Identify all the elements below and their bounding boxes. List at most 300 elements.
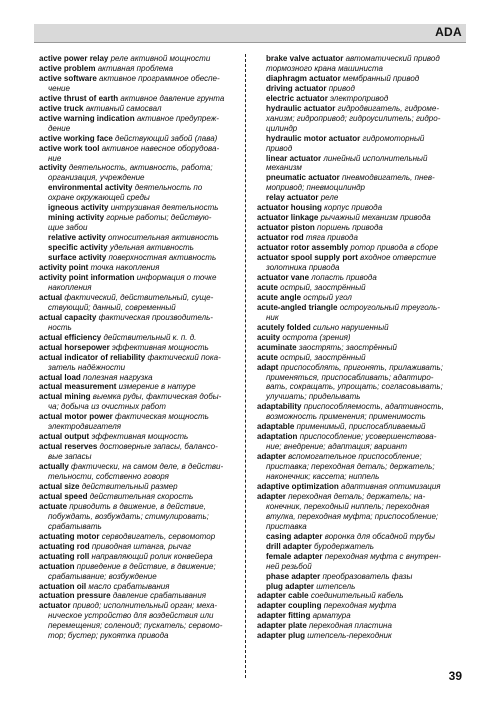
translation: вспомогательное приспособление;: [288, 452, 422, 462]
headword: adapter coupling: [257, 601, 322, 611]
headword: adaptable: [257, 422, 295, 432]
dictionary-entry: [39, 213, 244, 223]
translation: деятельность по: [134, 183, 203, 193]
translation: адаптивная оптимизация: [341, 481, 441, 491]
dictionary-entry: [257, 203, 462, 213]
translation: информация о точке: [136, 272, 217, 282]
dictionary-entry: [257, 173, 462, 183]
dictionary-entry: [257, 472, 462, 482]
dictionary-entry: [39, 243, 244, 253]
dictionary-entry: [39, 124, 244, 134]
headword: actuation pressure: [39, 591, 111, 601]
translation: буродержатель: [314, 541, 375, 551]
dictionary-entry: [257, 591, 462, 601]
translation: входное отверстие: [360, 253, 437, 263]
dictionary-entry: [39, 532, 244, 542]
translation: вые запасы: [48, 452, 92, 462]
translation: накопления: [48, 282, 92, 292]
dictionary-entry: [257, 611, 462, 621]
headword: electric actuator: [266, 93, 328, 103]
dictionary-entry: [39, 283, 244, 293]
translation: конечник, переходный ниппель; переходная: [266, 501, 430, 511]
headword: actual load: [39, 372, 81, 382]
translation: мопривод; пневмоцилиндр: [266, 183, 365, 193]
headword: activity point information: [39, 272, 135, 282]
dictionary-entry: [257, 373, 462, 383]
translation: пневмодвигатель, пнев-: [342, 173, 435, 183]
dictionary-entry: [257, 382, 462, 392]
translation: приставка: [266, 521, 307, 531]
headword: actual indicator of reliability: [39, 352, 146, 362]
dictionary-entry: [257, 124, 462, 134]
translation: штепсель-переходник: [307, 631, 392, 641]
dictionary-entry: [257, 163, 462, 173]
translation: горные работы; действую-: [106, 213, 212, 223]
headword: active problem: [39, 63, 96, 73]
translation: сильно нарушенный: [313, 322, 389, 332]
headword: active working face: [39, 133, 113, 143]
dictionary-entry: [257, 353, 462, 363]
translation: преобразователь фазы: [322, 571, 413, 581]
dictionary-entry: [39, 542, 244, 552]
dictionary-entry: [257, 253, 462, 263]
translation: приведение в действие, в движение;: [76, 561, 216, 571]
translation: электропривод: [330, 93, 389, 103]
dictionary-entry: [39, 432, 244, 442]
headword: actuating motor: [39, 531, 100, 541]
headword: actual mining: [39, 392, 91, 402]
translation: приводная штанга, рычаг: [91, 541, 192, 551]
translation: затель надёжности: [48, 362, 126, 372]
dictionary-entry: [39, 223, 244, 233]
headword: actual speed: [39, 491, 88, 501]
headword: actual efficiency: [39, 332, 102, 342]
translation: эффективная мощность: [91, 432, 189, 442]
dictionary-entry: [257, 193, 462, 203]
headword: actual motor power: [39, 412, 113, 422]
dictionary-entry: [39, 572, 244, 582]
translation: полезная нагрузка: [83, 372, 153, 382]
headword: igneous activity: [48, 203, 109, 213]
headword: female adapter: [266, 551, 323, 561]
translation: удельная активность: [109, 243, 194, 253]
translation: приспособлять, пригонять, прилаживать;: [280, 362, 443, 372]
dictionary-entry: [39, 173, 244, 183]
headword: actual: [39, 292, 63, 302]
headword: actual output: [39, 432, 90, 442]
translation: применяться, приспосабливать; адаптиро-: [266, 372, 434, 382]
dictionary-entry: [39, 591, 244, 601]
translation: точка накопления: [90, 263, 160, 273]
translation: тормозного крана машиниста: [266, 63, 383, 73]
translation: приспособление; усовершенствова-: [299, 432, 437, 442]
headword: active thrust of earth: [39, 93, 119, 103]
translation: ние; внедрение; адаптация; вариант: [266, 442, 408, 452]
translation: щие забои: [48, 223, 88, 233]
headword: active truck: [39, 103, 84, 113]
dictionary-entry: [257, 512, 462, 522]
translation: ность: [48, 322, 72, 332]
dictionary-entry: [257, 74, 462, 84]
translation: острый, заострённый: [280, 282, 366, 292]
dictionary-entry: [39, 412, 244, 422]
dictionary-entry: [257, 363, 462, 373]
dictionary-entry: [39, 134, 244, 144]
dictionary-entry: [39, 502, 244, 512]
headword: active work tool: [39, 143, 100, 153]
translation: приспособляемость, адаптивность,: [303, 402, 444, 412]
translation: срабатывать: [48, 521, 102, 531]
dictionary-entry: [257, 243, 462, 253]
translation: активный самосвал: [85, 103, 162, 113]
translation: переходная пластина: [309, 621, 392, 631]
dictionary-entry: [39, 323, 244, 333]
dictionary-entry: [39, 144, 244, 154]
dictionary-entry: [257, 154, 462, 164]
translation: ническое устройство для воздействия или: [48, 611, 214, 621]
translation: действительный к. п. д.: [103, 332, 197, 342]
dictionary-entry: [39, 631, 244, 641]
headword: actuation oil: [39, 581, 87, 591]
translation: тяга привода: [305, 233, 358, 243]
headword: adapter plate: [257, 621, 307, 631]
translation: тор; бустер; рукоятка привода: [48, 631, 169, 641]
translation: действительная скорость: [89, 491, 194, 501]
dictionary-entry: [257, 502, 462, 512]
headword: actual capacity: [39, 312, 97, 322]
dictionary-entry: [257, 283, 462, 293]
dictionary-entry: [257, 323, 462, 333]
dictionary-entry: [39, 233, 244, 243]
headword: acuity: [257, 332, 281, 342]
translation: активная проблема: [97, 63, 174, 73]
dictionary-entry: [257, 104, 462, 114]
translation: наконечник; кассета; ниппель: [266, 472, 380, 482]
dictionary-entry: [257, 452, 462, 462]
dictionary-entry: [257, 462, 462, 472]
translation: выемка руды, фактическая добы-: [92, 392, 222, 402]
translation: цилиндр: [266, 123, 298, 133]
translation: рычажный механизм привода: [320, 213, 431, 223]
translation: электродвигателя: [48, 422, 122, 432]
translation: реле активной мощности: [110, 54, 211, 63]
column-divider: [245, 54, 246, 678]
headword: hydraulic actuator: [266, 103, 336, 113]
translation: заострять; заострённый: [298, 342, 398, 352]
dictionary-entry: [257, 273, 462, 283]
translation: арматура: [312, 611, 351, 621]
headword: environmental activity: [48, 183, 133, 193]
dictionary-entry: [257, 601, 462, 611]
dictionary-entry: [257, 263, 462, 273]
dictionary-entry: [257, 621, 462, 631]
dictionary-entry: [39, 373, 244, 383]
translation: фактическая производитель-: [98, 312, 213, 322]
dictionary-entry: [39, 154, 244, 164]
running-head: ADA: [435, 25, 462, 39]
headword: activity point: [39, 263, 89, 273]
dictionary-entry: [39, 333, 244, 343]
headword: actuate: [39, 501, 68, 511]
headword: actuator housing: [257, 203, 322, 213]
headword: acuminate: [257, 342, 297, 352]
headword: actuator vane: [257, 272, 310, 282]
headword: actuator rod: [257, 233, 304, 243]
dictionary-entry: [257, 54, 462, 64]
dictionary-entry: [39, 64, 244, 74]
dictionary-entry: [39, 104, 244, 114]
translation: масло срабатывания: [88, 581, 170, 591]
translation: гидромоторный: [362, 133, 425, 143]
headword: drill adapter: [266, 541, 312, 551]
dictionary-entry: [39, 203, 244, 213]
headword: acute-angled triangle: [257, 302, 338, 312]
dictionary-entry: [39, 562, 244, 572]
headword: actual reserves: [39, 442, 98, 452]
translation: привод; исполнительный орган; меха-: [72, 601, 218, 611]
headword: actuating roll: [39, 551, 90, 561]
translation: лопасть привода: [311, 272, 377, 282]
dictionary-entry: [257, 432, 462, 442]
dictionary-entry: [257, 94, 462, 104]
translation: ча; добыча из очистных работ: [48, 402, 166, 412]
headword: adapter: [257, 491, 286, 501]
translation: охране окружающей среды: [48, 193, 150, 203]
dictionary-entry: [257, 293, 462, 303]
dictionary-entry: [39, 273, 244, 283]
headword: activity: [39, 163, 67, 173]
dictionary-entry: [257, 233, 462, 243]
dictionary-entry: [39, 114, 244, 124]
dictionary-entry: [39, 163, 244, 173]
headword: specific activity: [48, 243, 108, 253]
translation: поршень привода: [317, 223, 383, 233]
dictionary-entry: [39, 54, 244, 64]
translation: втулка, переходная муфта; приспособление;: [266, 511, 439, 521]
translation: острый угол: [303, 292, 352, 302]
headword: acute: [257, 282, 278, 292]
dictionary-entry: [39, 74, 244, 84]
translation: давление срабатывания: [112, 591, 207, 601]
dictionary-entry: [39, 472, 244, 482]
headword: mining activity: [48, 213, 105, 223]
translation: ханизм; гидропривод; гидроусилитель; гидро-: [266, 113, 441, 123]
dictionary-entry: [39, 522, 244, 532]
dictionary-entry: [257, 412, 462, 422]
translation: воронка для обсадной трубы: [324, 531, 435, 541]
headword: actuator linkage: [257, 213, 319, 223]
dictionary-entry: [257, 84, 462, 94]
dictionary-entry: [39, 353, 244, 363]
translation: вать, сокращать, упрощать; согласовывать;: [266, 382, 443, 392]
dictionary-entry: [257, 134, 462, 144]
dictionary-entry: [39, 303, 244, 313]
translation: приставка; переходная деталь; держатель;: [266, 462, 435, 472]
dictionary-entry: [257, 183, 462, 193]
dictionary-entry: [257, 542, 462, 552]
dictionary-entry: [39, 392, 244, 402]
dictionary-entry: [39, 552, 244, 562]
headword: adapter cable: [257, 591, 309, 601]
headword: linear actuator: [266, 153, 322, 163]
dictionary-entry: [39, 601, 244, 611]
headword: actuator rotor assembly: [257, 243, 349, 253]
translation: срабатывание; возбуждение: [48, 571, 157, 581]
translation: переходная муфта: [323, 601, 397, 611]
translation: организация, учреждение: [48, 173, 145, 183]
dictionary-entry: [39, 402, 244, 412]
headword: relative activity: [48, 233, 106, 243]
dictionary-entry: [257, 64, 462, 74]
dictionary-entry: [257, 223, 462, 233]
translation: измерение в натуре: [118, 382, 196, 392]
translation: ствующий; данный, современный: [48, 302, 176, 312]
dictionary-entry: [257, 303, 462, 313]
dictionary-entry: [39, 193, 244, 203]
translation: привод: [266, 143, 293, 153]
dictionary-entry: [257, 402, 462, 412]
translation: мембранный привод: [342, 73, 420, 83]
dictionary-entry: [257, 552, 462, 562]
translation: действующий забой (лава): [115, 133, 218, 143]
headword: pneumatic actuator: [266, 173, 340, 183]
translation: механизм: [266, 163, 302, 173]
dictionary-entry: [257, 333, 462, 343]
translation: фактическая мощность: [115, 412, 209, 422]
dictionary-entry: [257, 442, 462, 452]
translation: острота (зрения): [282, 332, 351, 342]
headword: plug adapter: [266, 581, 315, 591]
headword: acute: [257, 352, 278, 362]
dictionary-entry: [257, 213, 462, 223]
headword: adapter: [257, 452, 286, 462]
dictionary-entry: [39, 482, 244, 492]
right-column: [257, 54, 462, 641]
headword: actual size: [39, 481, 80, 491]
dictionary-entry: [39, 382, 244, 392]
dictionary-entry: [39, 253, 244, 263]
translation: тельности, собственно говоря: [48, 472, 169, 482]
running-head-bar: [34, 24, 466, 43]
dictionary-entry: [39, 462, 244, 472]
headword: actuating rod: [39, 541, 90, 551]
dictionary-entry: [39, 263, 244, 273]
headword: brake valve actuator: [266, 54, 344, 63]
dictionary-entry: [257, 313, 462, 323]
headword: active software: [39, 73, 97, 83]
headword: actuation: [39, 561, 75, 571]
headword: actuator: [39, 601, 71, 611]
dictionary-entry: [257, 482, 462, 492]
translation: линейный исполнительный: [323, 153, 428, 163]
headword: adaptability: [257, 402, 302, 412]
dictionary-entry: [39, 343, 244, 353]
translation: деятельность, активность, работа;: [68, 163, 213, 173]
translation: золотника привода: [266, 263, 340, 273]
translation: остроугольный треуголь-: [339, 302, 440, 312]
translation: ник: [266, 312, 279, 322]
dictionary-entry: [39, 452, 244, 462]
headword: diaphragm actuator: [266, 73, 341, 83]
dictionary-entry: [257, 343, 462, 353]
dictionary-entry: [39, 442, 244, 452]
headword: active power relay: [39, 54, 109, 63]
dictionary-entry: [39, 183, 244, 193]
headword: actuator piston: [257, 223, 315, 233]
translation: активное навесное оборудова-: [101, 143, 220, 153]
translation: корпус привода: [324, 203, 383, 213]
dictionary-entry: [39, 512, 244, 522]
headword: actually: [39, 462, 69, 472]
headword: adapter plug: [257, 631, 306, 641]
translation: острый, заострённый: [280, 352, 366, 362]
translation: автоматический привод: [345, 54, 440, 63]
translation: штепсель: [316, 581, 356, 591]
translation: возможность применения; применимость: [266, 412, 426, 422]
dictionary-entry: [257, 492, 462, 502]
headword: actual horsepower: [39, 342, 110, 352]
dictionary-entry: [39, 293, 244, 303]
headword: surface activity: [48, 253, 107, 263]
translation: соединительный кабель: [310, 591, 404, 601]
dictionary-entry: [39, 422, 244, 432]
headword: active warning indication: [39, 113, 135, 123]
dictionary-entry: [39, 611, 244, 621]
headword: hydraulic motor actuator: [266, 133, 361, 143]
headword: acutely folded: [257, 322, 311, 332]
headword: relay actuator: [266, 193, 319, 203]
dictionary-entry: [257, 532, 462, 542]
dictionary-entry: [257, 144, 462, 154]
dictionary-entry: [257, 422, 462, 432]
translation: побуждать, возбуждать; стимулировать;: [48, 511, 209, 521]
translation: интрузивная деятельность: [110, 203, 219, 213]
translation: относительная активность: [108, 233, 219, 243]
translation: фактический пока-: [147, 352, 221, 362]
dictionary-entry: [257, 572, 462, 582]
translation: чение: [48, 83, 70, 93]
translation: дение: [48, 123, 71, 133]
dictionary-entry: [39, 313, 244, 323]
translation: активное давление грунта: [120, 93, 225, 103]
dictionary-entry: [39, 621, 244, 631]
translation: серводвигатель, сервомотор: [101, 531, 216, 541]
dictionary-entry: [39, 582, 244, 592]
dictionary-entry: [257, 582, 462, 592]
dictionary-entry: [257, 392, 462, 402]
translation: эффективная мощность: [111, 342, 209, 352]
headword: adaptive optimization: [257, 481, 339, 491]
headword: actual measurement: [39, 382, 117, 392]
translation: приводить в движение, в действие,: [69, 501, 206, 511]
translation: реле: [320, 193, 339, 203]
translation: достоверные запасы, балансо-: [99, 442, 218, 452]
translation: направляющий ролик конвейера: [91, 551, 213, 561]
translation: фактический, действительный, суще-: [64, 292, 214, 302]
dictionary-entry: [39, 363, 244, 373]
headword: phase adapter: [266, 571, 321, 581]
translation: ротор привода в сборе: [350, 243, 439, 253]
translation: поверхностная активность: [108, 253, 217, 263]
left-column: [39, 54, 244, 641]
headword: driving actuator: [266, 83, 327, 93]
translation: привод: [328, 83, 355, 93]
translation: ней резьбой: [266, 561, 312, 571]
translation: применимый, приспосабливаемый: [296, 422, 426, 432]
headword: adaptation: [257, 432, 298, 442]
translation: перемещения; соленоид; пускатель; сервомо-: [48, 621, 223, 631]
headword: adapter fitting: [257, 611, 311, 621]
